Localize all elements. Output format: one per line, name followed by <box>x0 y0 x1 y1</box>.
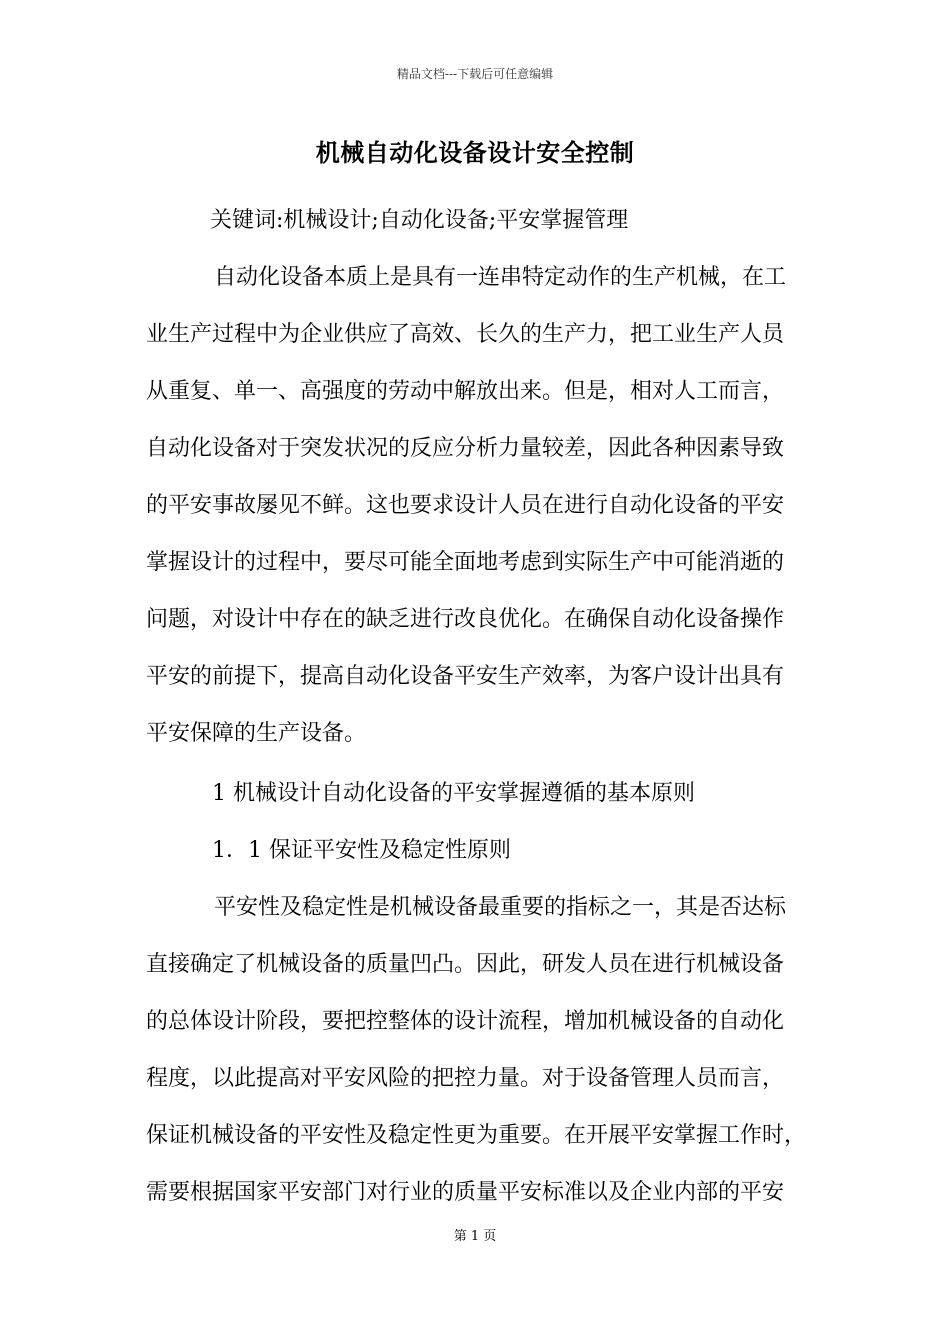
paragraph-2-line: 需要根据国家平安部门对行业的质量平安标准以及企业内部的平安 <box>146 1180 785 1205</box>
section-heading-1-1: 1．1 保证平安性及稳定性原则 <box>212 838 511 863</box>
paragraph-1-line: 平安的前提下，提高自动化设备平安生产效率，为客户设计出具有 <box>146 664 785 689</box>
paragraph-1-line: 平安保障的生产设备。 <box>146 721 367 746</box>
section-heading-1: 1 机械设计自动化设备的平安掌握遵循的基本原则 <box>212 781 695 806</box>
paragraph-1-line: 从重复、单一、高强度的劳动中解放出来。但是，相对人工而言， <box>146 379 785 404</box>
keywords: 关键词:机械设计;自动化设备;平安掌握管理 <box>210 208 629 233</box>
paragraph-2-line: 直接确定了机械设备的质量凹凸。因此，研发人员在进行机械设备 <box>146 952 785 977</box>
paragraph-2-line: 程度，以此提高对平安风险的把控力量。对于设备管理人员而言， <box>146 1066 785 1091</box>
paragraph-1-line: 问题，对设计中存在的缺乏进行改良优化。在确保自动化设备操作 <box>146 607 785 632</box>
page-number: 第 1 页 <box>453 1229 497 1244</box>
paragraph-1-line: 的平安事故屡见不鲜。这也要求设计人员在进行自动化设备的平安 <box>146 493 785 518</box>
paragraph-1-line: 业生产过程中为企业供应了高效、长久的生产力，把工业生产人员 <box>146 322 785 347</box>
paragraph-1-line: 自动化设备本质上是具有一连串特定动作的生产机械，在工 <box>214 265 787 290</box>
paragraph-1-line: 掌握设计的过程中，要尽可能全面地考虑到实际生产中可能消逝的 <box>146 550 785 575</box>
document-title: 机械自动化设备设计安全控制 <box>315 138 635 167</box>
paragraph-2-line: 平安性及稳定性是机械设备最重要的指标之一，其是否达标 <box>214 895 787 920</box>
paragraph-2-line: 的总体设计阶段，要把控整体的设计流程，增加机械设备的自动化 <box>146 1009 785 1034</box>
paragraph-2-line: 保证机械设备的平安性及稳定性更为重要。在开展平安掌握工作时， <box>146 1123 807 1148</box>
page-header: 精品文档---下载后可任意编辑 <box>396 67 554 81</box>
paragraph-1-line: 自动化设备对于突发状况的反应分析力量较差，因此各种因素导致 <box>146 436 785 461</box>
